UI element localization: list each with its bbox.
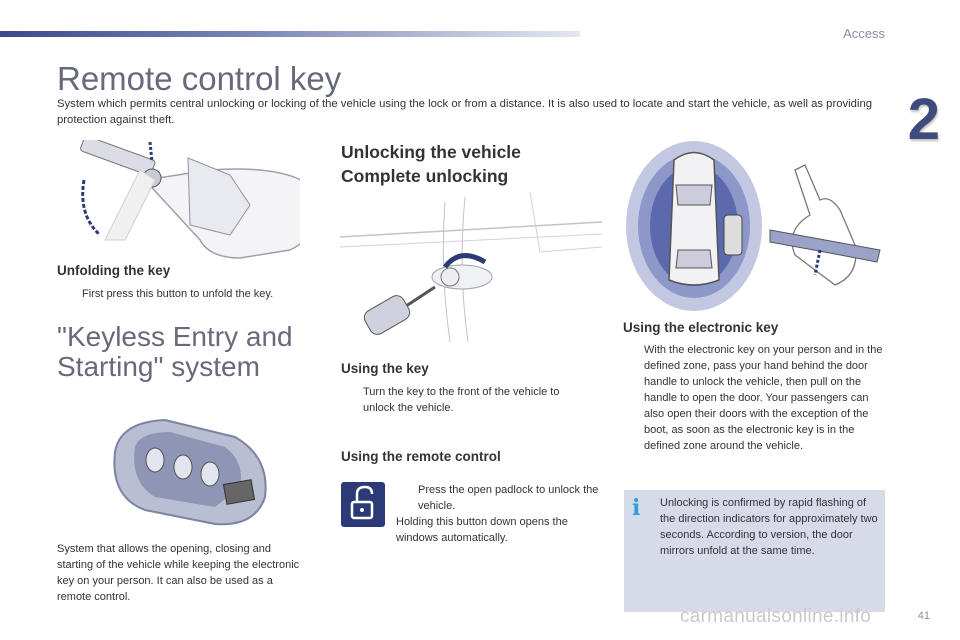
using-remote-text: Press the open padlock to unlock the vehicle. — [418, 484, 599, 512]
unlocking-heading-line1: Unlocking the vehicle — [341, 142, 521, 162]
keyless-title — [57, 322, 293, 382]
keyless-title-line2: Starting" system — [57, 351, 260, 382]
info-icon: i — [632, 495, 641, 521]
page-title: Remote control key — [57, 60, 342, 97]
vehicle-zone-illustration — [624, 140, 764, 312]
door-key-illustration — [340, 192, 602, 352]
using-remote-heading: Using the remote control — [341, 449, 501, 464]
using-remote-extra: Holding this button down opens the windows automatically. — [396, 516, 568, 544]
keyless-title-line1: "Keyless Entry and — [57, 321, 293, 352]
unlocking-heading — [341, 140, 521, 188]
section-label: Access — [843, 26, 885, 41]
using-electronic-text: With the electronic key on your person and in the defined zone, pass your hand behind the door handle to unlock the vehicle, then pull on the handle to open the door. Your passengers can also open their doors with the exception of the boot, as soon as the electronic key is in the defined zone around the vehicle. — [644, 344, 883, 452]
key-unfold-illustration — [70, 140, 300, 260]
electronic-key-illustration — [105, 412, 275, 532]
open-padlock-icon — [341, 482, 385, 527]
unfolding-heading: Unfolding the key — [57, 263, 171, 278]
info-text: Unlocking is confirmed by rapid flashing of the direction indicators for approximately two seconds. According to version, the door mirrors unfold at the same time. — [660, 497, 878, 557]
watermark: carmanualsonline.info — [680, 606, 872, 627]
using-electronic-bullet — [626, 342, 888, 454]
using-key-text: Turn the key to the front of the vehicle to unlock the vehicle. — [363, 386, 560, 414]
using-key-bullet — [345, 384, 585, 416]
unlocking-heading-line2: Complete unlocking — [341, 166, 509, 186]
page-number: 41 — [917, 610, 930, 622]
header-bar — [0, 31, 580, 37]
unfolding-text: First press this button to unfold the key. — [82, 288, 274, 300]
intro-text: System which permits central unlocking or locking of the vehicle using the lock or from a distance. It is also used to locate and start the vehicle, as well as providing protection against theft. — [57, 98, 873, 126]
keyless-text: System that allows the opening, closing and starting of the vehicle while keeping the electronic key on your person. It can also be used as a remote control. — [57, 543, 300, 603]
padlock-button-illustration — [341, 482, 385, 527]
chapter-number: 2 — [907, 87, 940, 152]
using-electronic-heading: Using the electronic key — [623, 320, 779, 335]
unfolding-bullet — [64, 288, 273, 300]
using-key-heading: Using the key — [341, 361, 429, 376]
hand-door-handle-illustration — [765, 160, 885, 295]
using-remote-bullet — [400, 482, 610, 514]
